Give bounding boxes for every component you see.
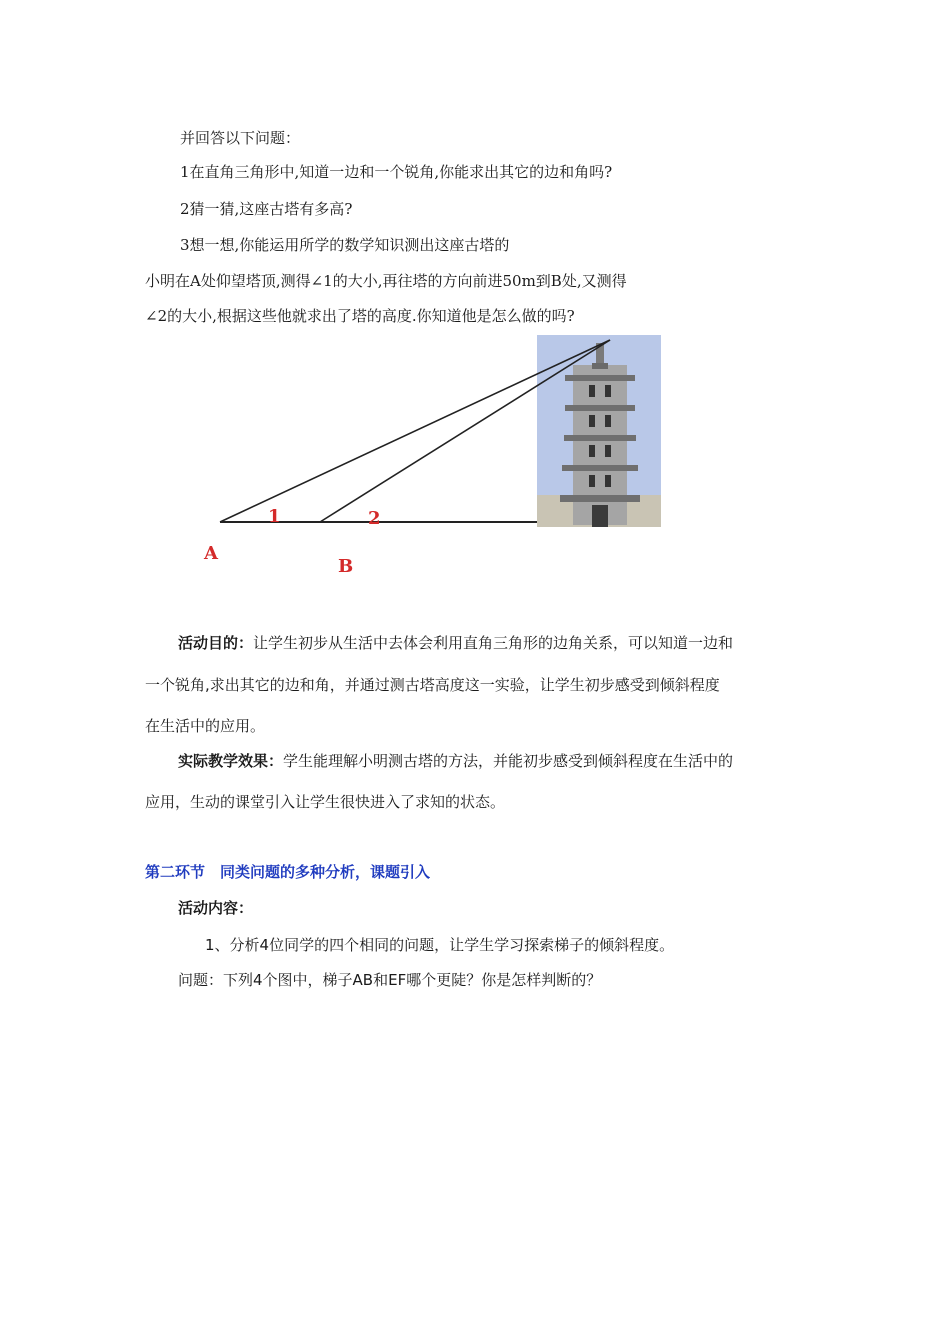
ladder-question: 问题：下列4个图中，梯子AB和EF哪个更陡？你是怎样判断的？: [178, 971, 602, 989]
intro-line: 并回答以下问题：: [180, 129, 301, 147]
angle-1-label: 1: [268, 506, 281, 527]
section-heading: 第二环节 同类问题的多种分析，课题引入: [145, 863, 431, 881]
purpose-line-1: [178, 633, 733, 653]
effect-label: 实际教学效果：: [178, 752, 284, 770]
problem-line-1: 小明在A处仰望塔顶,测得∠1的大小,再往塔的方向前进50m到B处,又测得: [145, 272, 627, 290]
purpose-text-3: 在生活中的应用。: [145, 717, 266, 735]
content-item-1: 1、分析4位同学的四个相同的问题，让学生学习探索梯子的倾斜程度。: [205, 936, 675, 954]
effect-text-1: 学生能理解小明测古塔的方法，并能初步感受到倾斜程度在生活中的: [283, 752, 734, 770]
angle-2-label: 2: [368, 508, 381, 529]
purpose-text-2: 一个锐角,求出其它的边和角，并通过测古塔高度这一实验，让学生初步感受到倾斜程度: [145, 676, 720, 694]
effect-text-2: 应用，生动的课堂引入让学生很快进入了求知的状态。: [145, 793, 506, 811]
point-b-label: B: [338, 556, 354, 577]
purpose-text-1: 让学生初步从生活中去体会利用直角三角形的边角关系，可以知道一边和: [253, 634, 734, 652]
point-a-label: A: [204, 543, 218, 564]
purpose-label: 活动目的：: [178, 634, 254, 652]
tower-measurement-figure: [180, 335, 680, 585]
effect-line-1: [178, 751, 733, 771]
question-1: 1在直角三角形中,知道一边和一个锐角,你能求出其它的边和角吗?: [180, 163, 613, 181]
problem-line-2: ∠2的大小,根据这些他就求出了塔的高度.你知道他是怎么做的吗?: [145, 307, 575, 325]
question-2: 2猜一猜,这座古塔有多高?: [180, 200, 353, 218]
question-3: 3想一想,你能运用所学的数学知识测出这座古塔的: [180, 236, 510, 254]
content-label: 活动内容：: [178, 899, 254, 917]
